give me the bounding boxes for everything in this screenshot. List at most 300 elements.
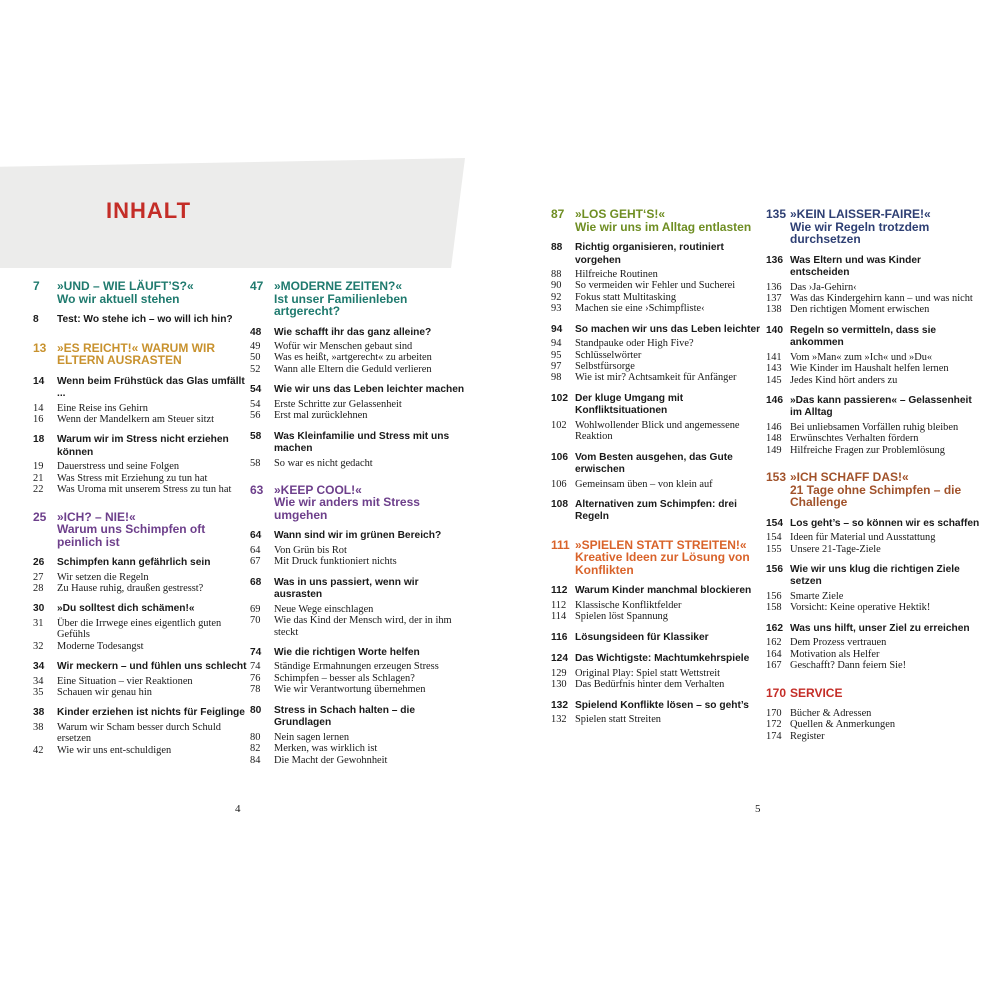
subsection-entry[interactable] [551,303,766,314]
subsection-page-number: 172 [766,719,782,731]
subsection-title: Register [790,730,825,742]
subsection-entry[interactable] [250,673,465,684]
section-title: »Du solltest dich schämen!« [57,603,195,615]
subsection-title: Merken, was wirklich ist [274,743,378,755]
subsection-entry[interactable] [250,545,465,556]
subsection-title: Moderne Todesangst [57,640,144,652]
subsection-title: Nein sagen lernen [274,731,350,743]
chapter-subtitle: Ist unser Familienleben artgerecht? [274,291,408,318]
subsection-entry[interactable] [766,352,981,363]
section-title: Wir meckern – und fühlen uns schlecht [57,661,247,673]
chapter-heading[interactable] [250,280,465,318]
chapter-title: SERVICE [790,685,843,700]
subsection-entry[interactable] [33,676,248,687]
section-title: Das Wichtigste: Machtumkehrspiele [575,653,750,665]
subsection-title: Bei unliebsamen Vorfällen ruhig bleiben [790,421,959,433]
section-entry[interactable] [766,395,981,420]
section-title: Wie wir uns klug die richtigen Ziele setzen [790,563,960,588]
section-entry[interactable] [766,564,981,589]
section-title: Was in uns passiert, wenn wir ausrasten [274,576,419,601]
subsection-title: Wofür wir Menschen gebaut sind [274,341,413,352]
section-page-number: 156 [766,563,783,575]
subsection-title: Was es heißt, »artgerecht« zu arbeiten [274,352,432,364]
subsection-entry[interactable] [551,338,766,349]
subsection-page-number: 38 [33,721,44,733]
chapter-heading-text [57,511,248,549]
section-entry[interactable] [33,314,248,327]
subsection-entry[interactable] [766,660,981,671]
subsection-page-number: 56 [250,410,261,422]
subsection-page-number: 129 [551,667,567,679]
subsection-entry[interactable] [766,532,981,543]
section-entry[interactable] [766,325,981,350]
section-title: Schimpfen kann gefährlich sein [57,557,211,569]
toc-section [766,623,981,672]
subsection-entry[interactable] [551,280,766,291]
subsection-page-number: 137 [766,292,782,304]
subsection-page-number: 138 [766,304,782,316]
chapter-page-number: 7 [33,279,40,293]
chapter-subtitle: Warum uns Schimpfen oft peinlich ist [57,522,206,549]
subsection-entry[interactable] [551,361,766,372]
toc-section [551,393,766,443]
subsection-entry[interactable] [766,433,981,444]
subsection-page-number: 34 [33,675,44,687]
section-entry[interactable] [766,623,981,636]
section-title: Stress in Schach halten – die Grundlagen [274,704,415,729]
subsection-title: Was das Kindergehirn kann – und was nicht [790,292,973,304]
section-page-number: 154 [766,517,783,529]
section-title: Was Eltern und was Kinder entscheiden [790,254,921,278]
subsection-page-number: 136 [766,281,782,293]
subsection-title: Was Uroma mit unserem Stress zu tun hat [57,484,232,496]
subsection-entry[interactable] [33,473,248,484]
subsection-page-number: 164 [766,648,782,660]
subsection-entry[interactable] [766,731,981,742]
section-entry[interactable] [250,705,465,730]
section-title: Was uns hilft, unser Ziel zu erreichen [790,622,970,634]
subsection-entry[interactable] [766,282,981,293]
section-page-number: 68 [250,576,262,588]
toc-section [551,452,766,490]
subsection-entry[interactable] [766,544,981,555]
toc-chapter [766,208,981,456]
subsection-page-number: 49 [250,341,261,352]
section-title: Der kluge Umgang mit Konfliktsituationen [575,392,684,417]
subsection-entry[interactable] [551,292,766,303]
chapter-heading[interactable] [250,484,465,522]
subsection-entry[interactable] [250,743,465,754]
toc-chapter [766,687,981,743]
subsection-entry[interactable] [766,375,981,386]
subsection-page-number: 58 [250,457,261,469]
section-title: »Das kann passieren« – Gelassenheit im Alltag [790,394,972,419]
chapter-title: »SPIELEN STATT STREITEN!« [575,537,747,552]
section-entry[interactable] [551,452,766,477]
subsection-page-number: 80 [250,731,261,743]
section-entry[interactable] [551,499,766,524]
subsection-page-number: 67 [250,556,261,568]
section-title: Alternativen zum Schimpfen: drei Regeln [575,498,737,523]
subsection-page-number: 141 [766,351,782,363]
section-entry[interactable] [551,585,766,598]
section-page-number: 58 [250,430,262,442]
section-entry[interactable] [551,242,766,267]
subsection-title: Erst mal zurücklehnen [274,410,368,422]
section-entry[interactable] [33,707,248,720]
subsection-title: Unsere 21-Tage-Ziele [790,543,881,555]
subsection-page-number: 98 [551,372,562,384]
subsection-page-number: 93 [551,303,562,315]
toc-chapter [33,280,248,327]
subsection-title: Smarte Ziele [790,590,844,602]
toc-section [766,518,981,555]
section-page-number: 88 [551,242,563,253]
section-entry[interactable] [250,384,465,397]
subsection-entry[interactable] [766,602,981,613]
section-entry[interactable] [33,661,248,674]
subsection-entry[interactable] [551,372,766,383]
subsection-title: Den richtigen Moment erwischen [790,304,930,316]
subsection-page-number: 156 [766,590,782,602]
page-title: INHALT [106,198,192,223]
subsection-page-number: 92 [551,291,562,303]
subsection-page-number: 54 [250,398,261,410]
subsection-page-number: 174 [766,730,782,742]
toc-section [33,603,248,652]
section-title: So machen wir uns das Leben leichter [575,323,761,335]
section-entry[interactable] [250,647,465,660]
subsection-entry[interactable] [250,755,465,766]
subsection-page-number: 94 [551,338,562,350]
subsection-page-number: 155 [766,543,782,555]
subsection-page-number: 146 [766,421,782,433]
subsection-title: Eine Reise ins Gehirn [57,402,148,414]
chapter-title: »KEEP COOL!« [274,482,362,497]
subsection-title: So war es nicht gedacht [274,457,373,469]
chapter-title: »ES REICHT!« WARUM WIR ELTERN AUSRASTEN [57,340,216,367]
toc-section [551,324,766,384]
toc-section [33,376,248,426]
subsection-entry[interactable] [551,668,766,679]
section-entry[interactable] [766,518,981,531]
subsection-title: Ständige Ermahnungen erzeugen Stress [274,661,439,673]
subsection-entry[interactable] [766,649,981,660]
chapter-heading[interactable] [33,511,248,549]
section-page-number: 26 [33,557,45,569]
toc-column [33,280,248,771]
section-title: Test: Wo stehe ich – wo will ich hin? [57,314,233,325]
section-page-number: 48 [250,326,262,338]
subsection-entry[interactable] [250,410,465,421]
chapter-heading-text [790,687,981,700]
toc-section [33,661,248,698]
toc-section [766,564,981,614]
subsection-page-number: 78 [250,684,261,696]
subsection-title: Ideen für Material und Ausstattung [790,532,936,544]
section-entry[interactable] [33,603,248,616]
subsection-entry[interactable] [766,591,981,602]
subsection-page-number: 106 [551,478,567,490]
page-number-right: 5 [755,803,761,815]
section-page-number: 106 [551,451,568,463]
section-page-number: 112 [551,585,568,597]
section-title: Vom Besten ausgehen, das Gute erwischen [575,451,733,476]
subsection-page-number: 42 [33,744,44,756]
section-entry[interactable] [33,376,248,401]
section-page-number: 132 [551,699,568,711]
chapter-heading[interactable] [33,280,248,305]
chapter-heading-text [57,280,248,305]
section-title: Warum wir im Stress nicht erziehen können [57,434,229,458]
subsection-entry[interactable] [33,572,248,583]
subsection-title: Fokus statt Multitasking [575,291,677,303]
subsection-entry[interactable] [250,458,465,469]
subsection-entry[interactable] [33,461,248,472]
toc-chapter [33,511,248,757]
subsection-page-number: 148 [766,433,782,445]
toc-section [551,700,766,726]
subsection-entry[interactable] [33,403,248,414]
section-page-number: 30 [33,603,45,615]
subsection-title: Dauerstress und seine Folgen [57,461,180,473]
toc-chapter [250,280,465,469]
subsection-title: Eine Situation – vier Reaktionen [57,675,193,687]
chapter-heading[interactable] [33,342,248,367]
subsection-title: Standpauke oder High Five? [575,338,694,350]
subsection-entry[interactable] [33,484,248,495]
section-page-number: 54 [250,384,262,396]
subsection-entry[interactable] [33,745,248,756]
chapter-heading[interactable] [766,687,981,700]
section-page-number: 124 [551,653,568,665]
toc-column [250,280,465,781]
subsection-page-number: 143 [766,363,782,375]
toc-section [766,708,981,742]
subsection-title: Die Macht der Gewohnheit [274,754,388,766]
subsection-title: Wir setzen die Regeln [57,571,149,583]
section-page-number: 14 [33,375,45,387]
subsection-page-number: 112 [551,599,567,611]
subsection-title: Wohlwollender Blick und angemessene Reaktion [575,419,740,443]
subsection-entry[interactable] [766,445,981,456]
subsection-title: Schimpfen – besser als Schlagen? [274,672,415,684]
section-page-number: 38 [33,707,45,719]
subsection-entry[interactable] [551,350,766,361]
title-banner [0,158,465,268]
subsection-entry[interactable] [33,618,248,641]
section-page-number: 34 [33,661,45,673]
section-entry[interactable] [250,577,465,602]
subsection-entry[interactable] [250,732,465,743]
subsection-entry[interactable] [551,611,766,622]
subsection-entry[interactable] [250,341,465,352]
subsection-entry[interactable] [766,708,981,719]
subsection-title: Bücher & Adressen [790,708,872,719]
toc-section [551,653,766,690]
chapter-title: »ICH SCHAFF DAS!« [790,470,909,485]
section-entry[interactable] [250,530,465,543]
subsection-title: Spielen löst Spannung [575,611,668,623]
subsection-page-number: 70 [250,615,261,627]
toc-section [551,632,766,645]
subsection-title: Zu Hause ruhig, draußen gestresst? [57,582,204,594]
section-title: Lösungsideen für Klassiker [575,631,709,643]
toc-section [250,327,465,376]
subsection-page-number: 162 [766,637,782,649]
subsection-title: Klassische Konfliktfelder [575,599,682,611]
chapter-title: »UND – WIE LÄUFT’S?« [57,279,194,293]
section-page-number: 102 [551,392,568,404]
toc-section [766,395,981,456]
toc-chapter [551,539,766,726]
section-entry[interactable] [33,434,248,459]
subsection-entry[interactable] [766,719,981,730]
toc-section [551,585,766,622]
toc-section [250,530,465,567]
section-entry[interactable] [551,653,766,666]
toc-section [551,499,766,524]
chapter-heading[interactable] [766,471,981,509]
section-title: Wie schafft ihr das ganz alleine? [274,326,432,338]
section-entry[interactable] [551,700,766,713]
chapter-heading[interactable] [766,208,981,246]
subsection-entry[interactable] [250,352,465,363]
chapter-heading-text [790,471,981,509]
subsection-title: Wie wir uns ent-schuldigen [57,744,172,756]
subsection-page-number: 50 [250,352,261,364]
chapter-heading-text [575,208,766,233]
subsection-page-number: 76 [250,672,261,684]
chapter-heading[interactable] [551,208,766,233]
subsection-entry[interactable] [551,679,766,690]
toc-section [33,557,248,594]
subsection-page-number: 82 [250,743,261,755]
subsection-entry[interactable] [250,399,465,410]
subsection-page-number: 14 [33,402,44,414]
subsection-entry[interactable] [250,661,465,672]
subsection-entry[interactable] [551,269,766,280]
toc-chapter [250,484,465,766]
chapter-title: »LOS GEHT‘S!« [575,207,666,221]
toc-section [551,242,766,315]
subsection-entry[interactable] [250,604,465,615]
subsection-entry[interactable] [766,422,981,433]
chapter-page-number: 170 [766,685,787,700]
subsection-title: Schauen wir genau hin [57,686,152,698]
subsection-title: Das Bedürfnis hinter dem Verhalten [575,679,725,691]
subsection-title: Hilfreiche Fragen zur Problemlösung [790,444,945,456]
subsection-entry[interactable] [33,687,248,698]
section-entry[interactable] [33,557,248,570]
subsection-entry[interactable] [766,304,981,315]
subsection-entry[interactable] [33,722,248,745]
subsection-page-number: 97 [551,360,562,372]
section-title: Regeln so vermitteln, dass sie ankommen [790,324,937,349]
section-entry[interactable] [551,324,766,337]
subsection-title: Wie wir Verantwortung übernehmen [274,684,426,696]
subsection-title: Dem Prozess vertrauen [790,637,887,649]
subsection-entry[interactable] [250,364,465,375]
subsection-entry[interactable] [33,583,248,594]
subsection-page-number: 21 [33,472,44,484]
subsection-entry[interactable] [766,363,981,374]
section-title: Wie wir uns das Leben leichter machen [274,384,465,396]
subsection-page-number: 32 [33,640,44,652]
section-page-number: 140 [766,324,783,336]
subsection-entry[interactable] [250,615,465,638]
subsection-entry[interactable] [33,414,248,425]
subsection-entry[interactable] [766,637,981,648]
toc-chapter [766,471,981,671]
chapter-page-number: 13 [33,340,47,355]
chapter-subtitle: Wie wir uns im Alltag entlasten [575,219,752,234]
subsection-title: Über die Irrwege eines eigentlich guten Gefühls [57,617,222,641]
subsection-page-number: 16 [33,413,44,425]
chapter-page-number: 25 [33,509,47,524]
subsection-entry[interactable] [33,641,248,652]
subsection-title: Das ›Ja-Gehirn‹ [790,281,857,293]
section-entry[interactable] [250,327,465,340]
chapter-heading[interactable] [551,539,766,577]
subsection-entry[interactable] [250,556,465,567]
subsection-title: Von Grün bis Rot [274,544,347,556]
toc-chapter [551,208,766,524]
section-page-number: 136 [766,254,783,266]
section-entry[interactable] [551,393,766,418]
section-entry[interactable] [551,632,766,645]
subsection-page-number: 31 [33,617,44,629]
section-page-number: 80 [250,704,262,716]
subsection-entry[interactable] [551,479,766,490]
subsection-title: Geschafft? Dann feiern Sie! [790,660,907,672]
subsection-title: Was Stress mit Erziehung zu tun hat [57,472,208,484]
toc-section [33,314,248,327]
subsection-entry[interactable] [551,600,766,611]
subsection-entry[interactable] [766,293,981,304]
chapter-subtitle: Wie wir anders mit Stress umgehen [274,495,420,522]
subsection-title: Machen sie eine ›Schimpfliste‹ [575,303,705,315]
toc-section [250,577,465,638]
chapter-title: »ICH? – NIE!« [57,509,136,524]
section-title: Spielend Konflikte lösen – so geht’s [575,699,749,711]
subsection-page-number: 52 [250,363,261,375]
subsection-page-number: 145 [766,374,782,386]
section-entry[interactable] [250,431,465,456]
subsection-entry[interactable] [250,684,465,695]
toc-column [551,208,766,741]
subsection-title: Vom »Man« zum »Ich« und »Du« [790,351,933,363]
section-page-number: 116 [551,631,568,643]
chapter-heading-text [274,280,465,318]
subsection-title: Warum wir Scham besser durch Schuld ersetzen [57,721,221,745]
subsection-title: Quellen & Anmerkungen [790,719,896,731]
section-entry[interactable] [766,255,981,280]
section-page-number: 8 [33,314,39,325]
subsection-title: Original Play: Spiel statt Wettstreit [575,667,721,679]
section-title: Wie die richtigen Worte helfen [274,646,420,658]
subsection-page-number: 64 [250,544,261,556]
subsection-page-number: 22 [33,484,44,496]
subsection-title: Erwünschtes Verhalten fördern [790,433,919,445]
subsection-page-number: 158 [766,602,782,614]
toc-column [766,208,981,757]
section-page-number: 146 [766,394,783,406]
subsection-entry[interactable] [551,420,766,443]
subsection-entry[interactable] [551,714,766,725]
page-number-left: 4 [235,803,241,815]
subsection-page-number: 95 [551,349,562,361]
